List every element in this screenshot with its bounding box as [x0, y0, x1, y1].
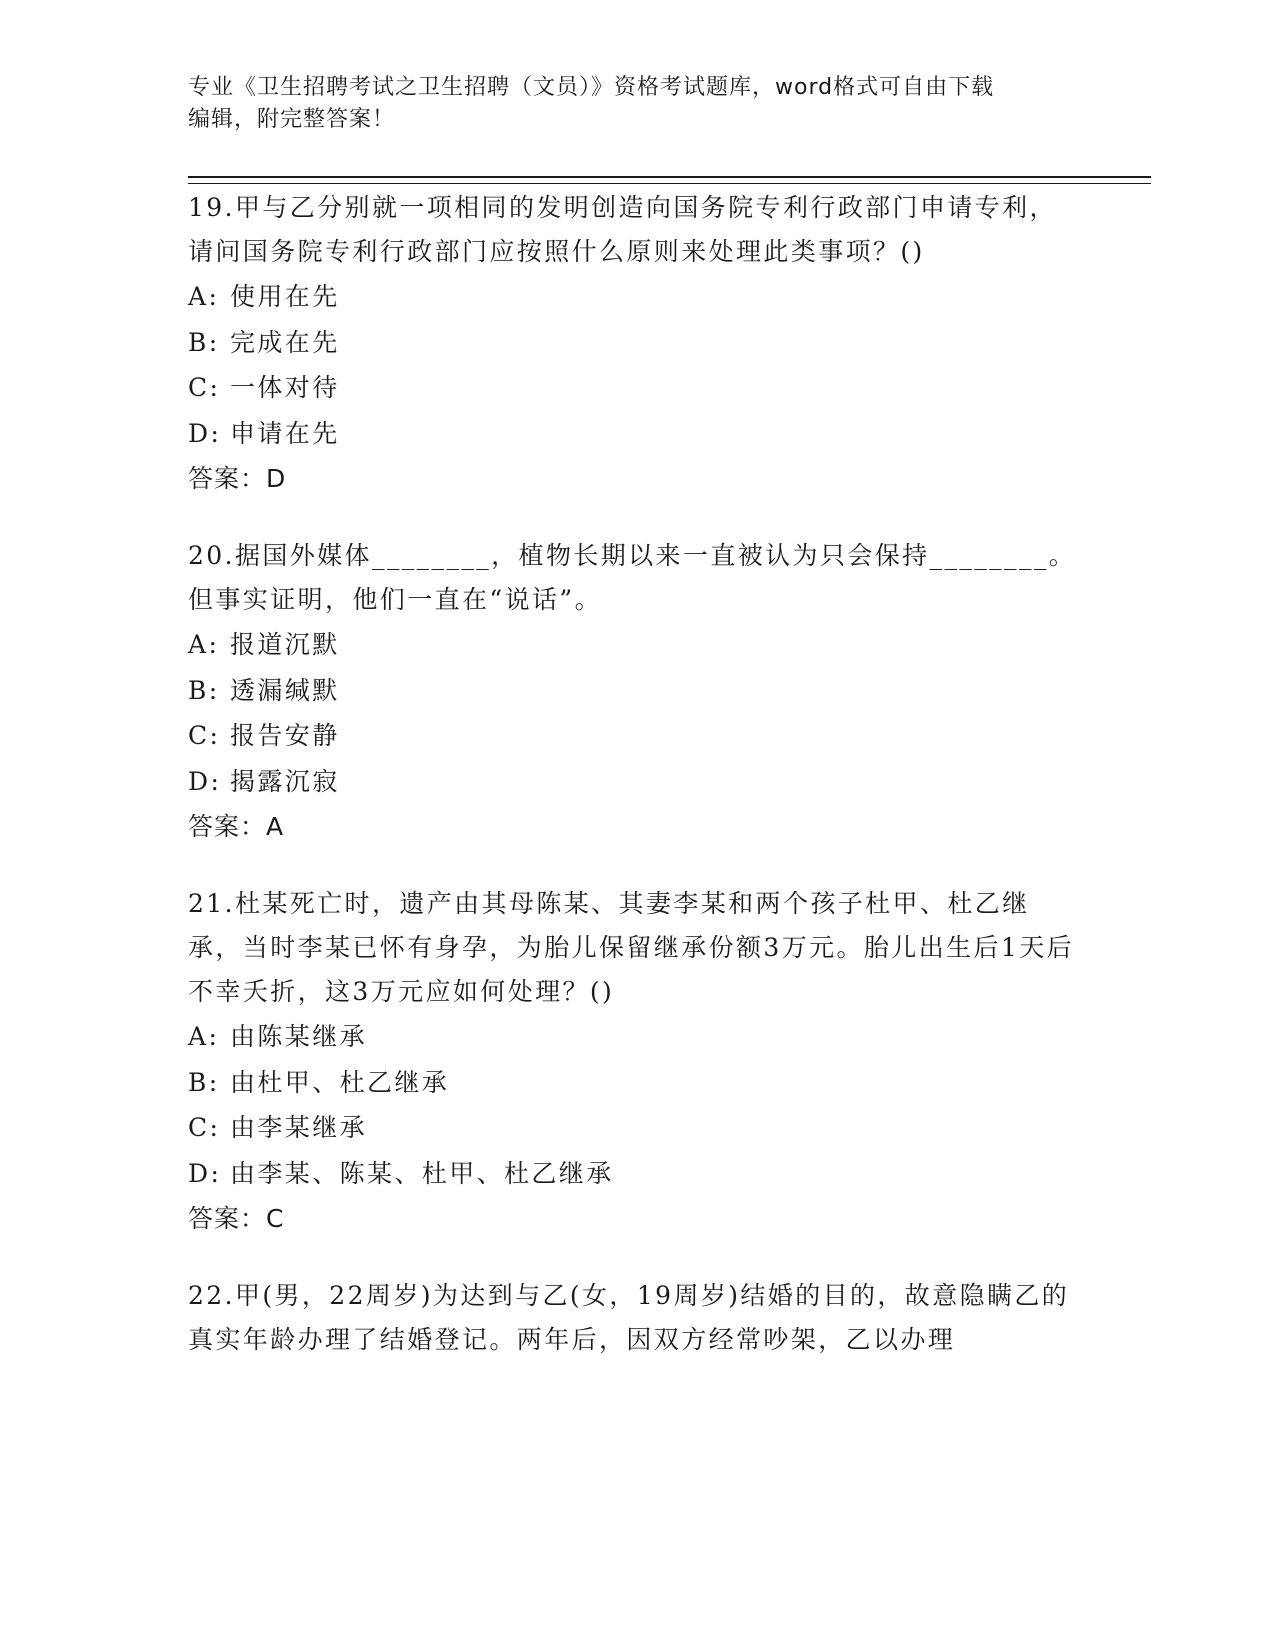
answer-line: 答案：D: [188, 464, 287, 493]
answer-line: 答案：A: [188, 812, 285, 841]
question-stem: 19.甲与乙分别就一项相同的发明创造向国务院专利行政部门申请专利，请问国务院专利行政部门应按照什么原则来处理此类事项？(): [188, 193, 1057, 266]
option-text: 一体对待: [230, 373, 340, 402]
option-letter: A:: [188, 1022, 220, 1051]
option-d: [188, 411, 1078, 457]
question-20: [188, 534, 1078, 849]
header-line-1: 专业《卫生招聘考试之卫生招聘（文员）》资格考试题库，word格式可自由下载: [188, 75, 995, 100]
option-b: [188, 668, 1078, 714]
option-letter: C:: [188, 1113, 221, 1142]
option-list: [188, 622, 1078, 804]
option-a: [188, 274, 1078, 320]
option-list: [188, 274, 1078, 456]
option-text: 由陈某继承: [230, 1022, 368, 1051]
option-text: 揭露沉寂: [230, 766, 340, 796]
question-stem: 22.甲(男，22周岁)为达到与乙(女，19周岁)结婚的目的，故意隐瞒乙的真实年龄办理了结婚登记。两年后，因双方经常吵架，乙以办理: [188, 1281, 1070, 1354]
question-list: [188, 186, 1078, 1395]
option-c: [188, 1105, 1078, 1151]
option-text: 申请在先: [230, 418, 340, 448]
option-a: [188, 622, 1078, 668]
question-21: [188, 882, 1078, 1241]
option-letter: A:: [188, 630, 220, 659]
option-text: 由杜甲、杜乙继承: [230, 1067, 450, 1097]
option-letter: C:: [188, 373, 221, 402]
option-text: 由李某、陈某、杜甲、杜乙继承: [230, 1158, 614, 1188]
option-b: [188, 320, 1078, 366]
option-text: 使用在先: [230, 282, 340, 311]
question-22: [188, 1274, 1078, 1362]
option-letter: B:: [188, 1067, 220, 1097]
option-d: [188, 1151, 1078, 1197]
option-c: [188, 365, 1078, 411]
option-letter: D:: [188, 418, 222, 448]
option-letter: C:: [188, 721, 221, 750]
option-letter: A:: [188, 282, 220, 311]
option-letter: D:: [188, 1158, 222, 1188]
question-19: [188, 186, 1078, 501]
answer-line: 答案：C: [188, 1204, 285, 1233]
question-stem: 20.据国外媒体________，植物长期以来一直被认为只会保持________。但事实证明，他们一直在“说话”。: [188, 541, 1077, 614]
option-text: 完成在先: [230, 327, 340, 357]
document-header: [188, 72, 1088, 136]
header-line-2: 编辑，附完整答案！: [188, 107, 396, 132]
option-letter: D:: [188, 766, 222, 796]
option-letter: B:: [188, 675, 220, 705]
option-text: 报告安静: [230, 721, 340, 750]
option-c: [188, 713, 1078, 759]
question-stem: 21.杜某死亡时，遗产由其母陈某、其妻李某和两个孩子杜甲、杜乙继承，当时李某已怀有身孕，为胎儿保留继承份额3万元。胎儿出生后1天后不幸夭折，这3万元应如何处理？(): [188, 889, 1075, 1006]
header-divider: [188, 176, 1151, 184]
option-a: [188, 1014, 1078, 1060]
option-list: [188, 1014, 1078, 1196]
option-letter: B:: [188, 327, 220, 357]
option-text: 报道沉默: [230, 630, 340, 659]
option-text: 由李某继承: [230, 1113, 368, 1142]
option-b: [188, 1060, 1078, 1106]
option-text: 透漏缄默: [230, 675, 340, 705]
option-d: [188, 759, 1078, 805]
